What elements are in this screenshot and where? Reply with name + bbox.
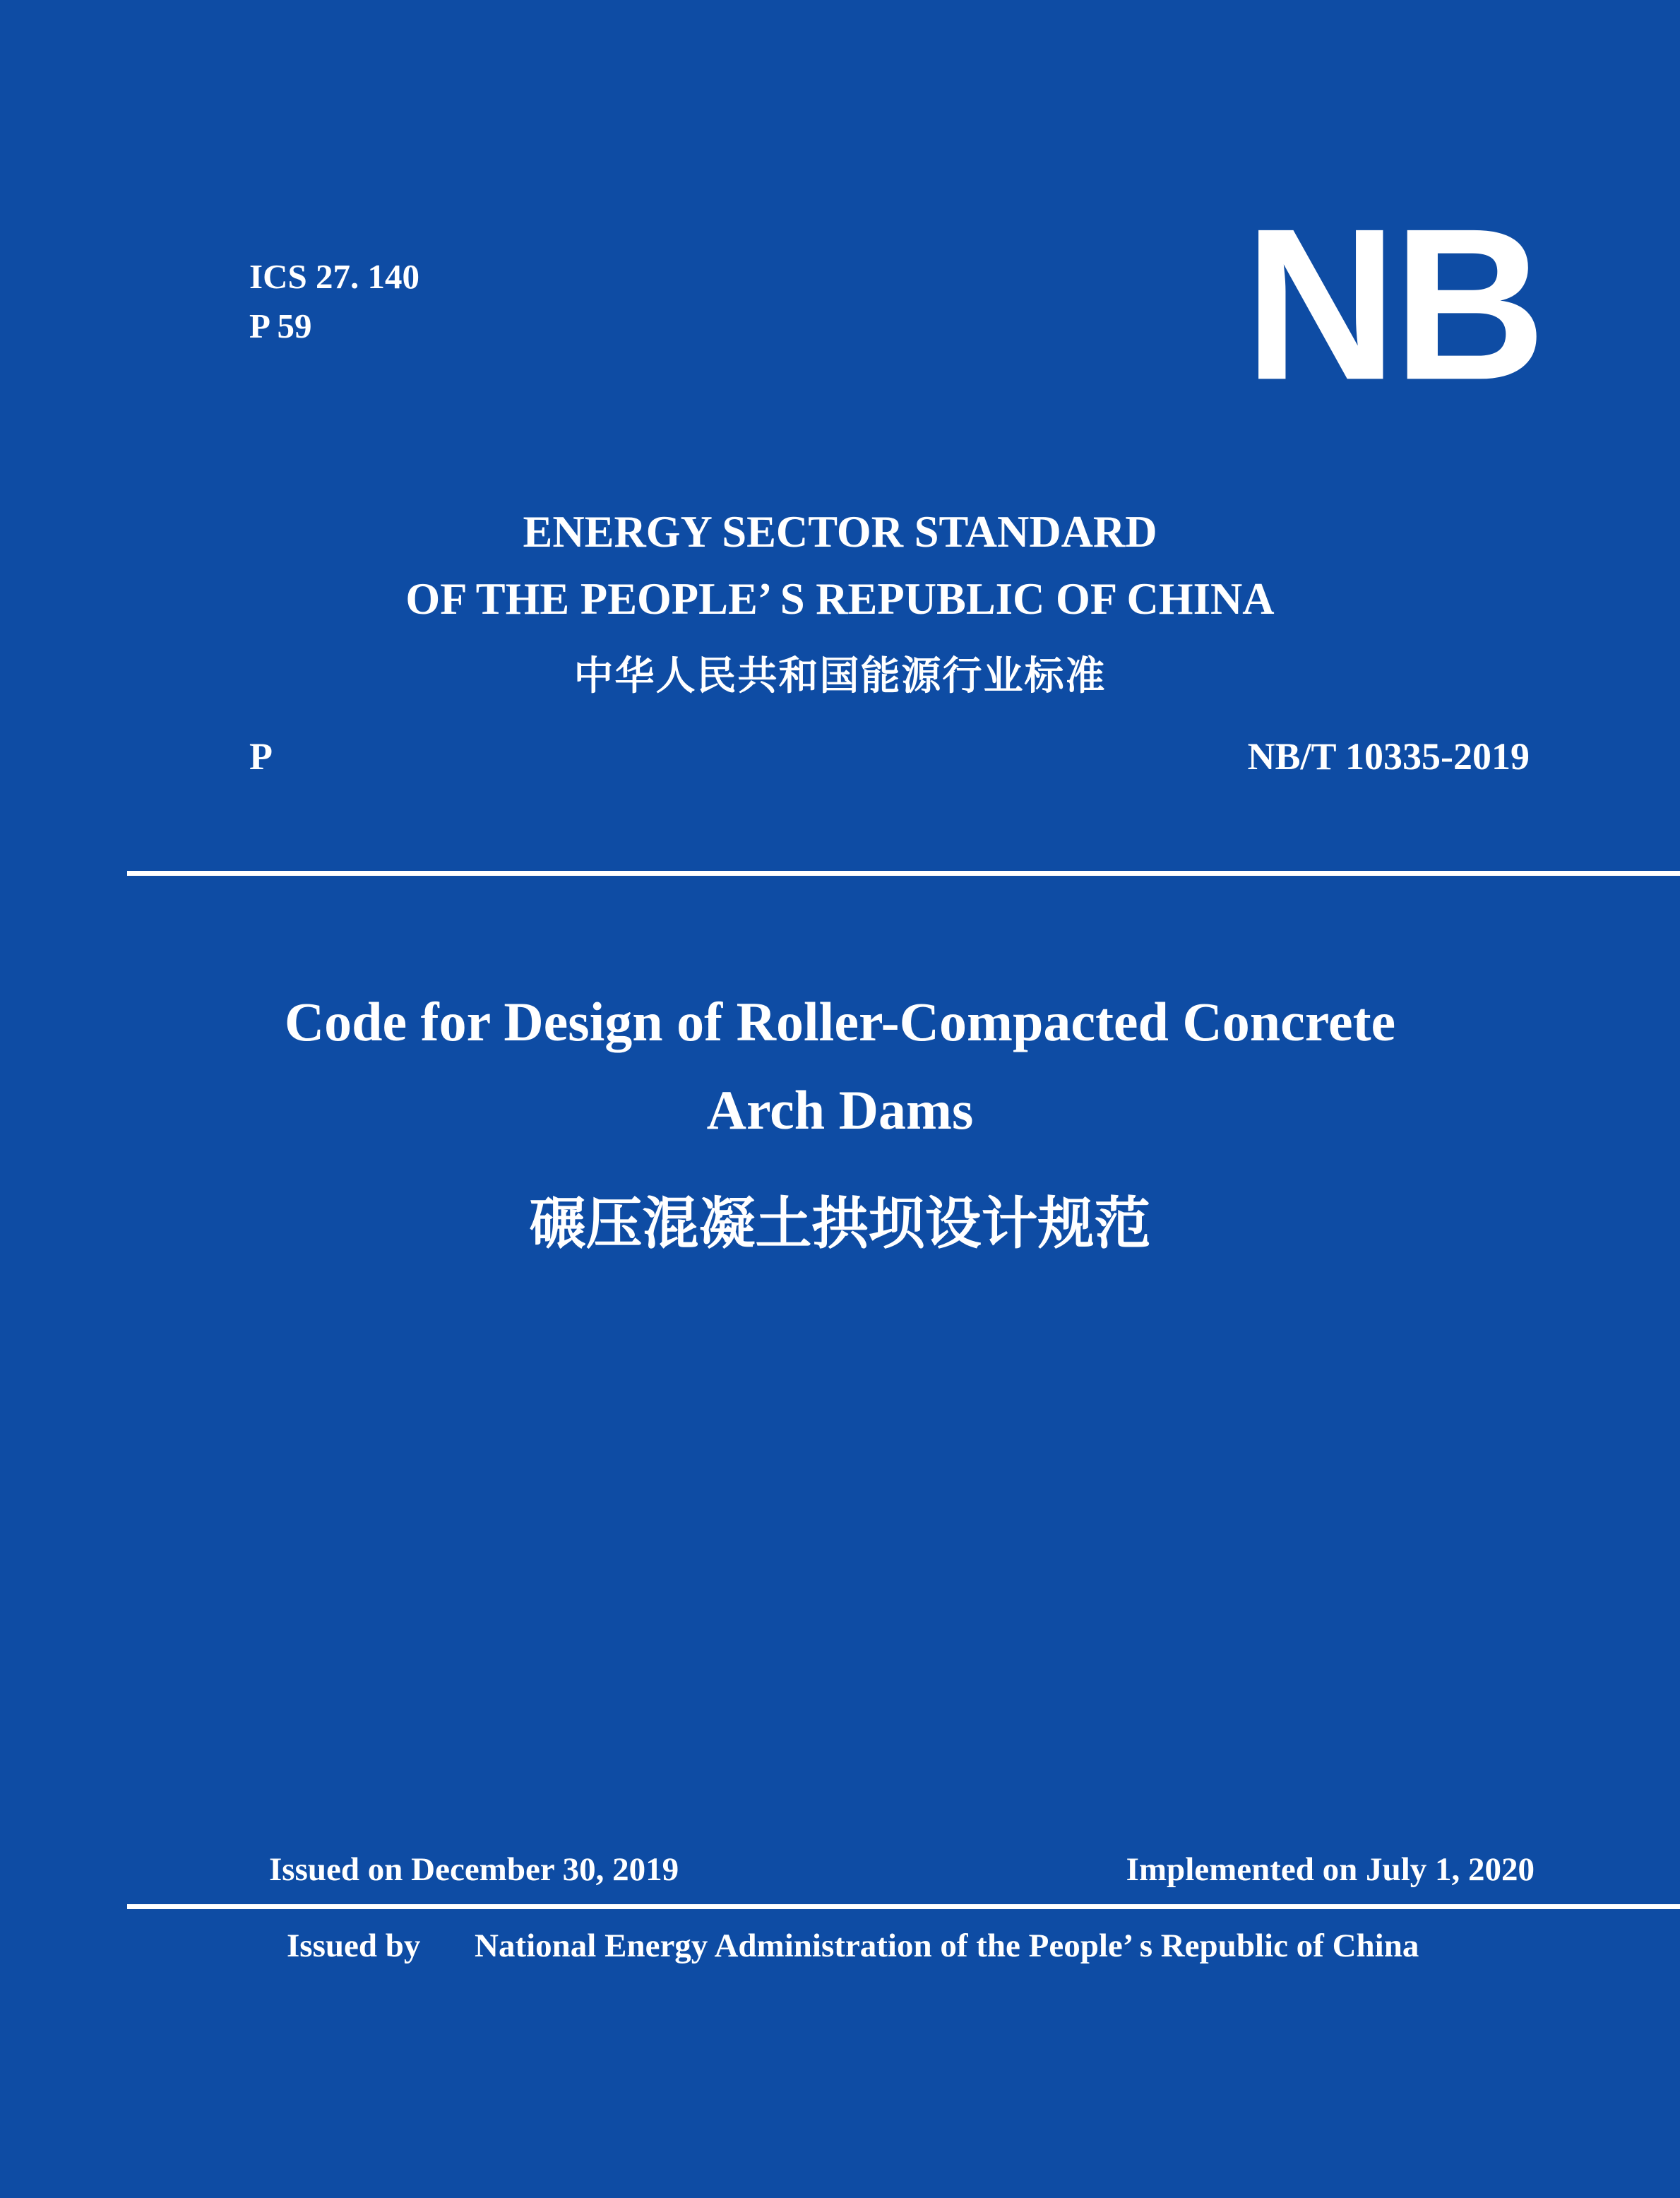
issued-by-label: Issued by [287, 1927, 421, 1964]
title-line-1: Code for Design of Roller-Compacted Concrete [284, 991, 1396, 1052]
heading-chinese: 中华人民共和国能源行业标准 [573, 653, 1107, 699]
ics-code: ICS 27. 140 [249, 257, 419, 296]
issuer-name: National Energy Administration of the People’ s Republic of China [475, 1927, 1419, 1964]
category-code: P [249, 735, 273, 778]
bottom-divider [127, 1904, 1680, 1909]
heading-line-1: ENERGY SECTOR STANDARD [523, 506, 1157, 557]
ccs-code: P 59 [249, 307, 312, 345]
nb-logo: NB [1244, 182, 1542, 425]
title-line-2: Arch Dams [706, 1079, 974, 1141]
implemented-date: Implemented on July 1, 2020 [1126, 1851, 1535, 1888]
top-divider [127, 871, 1680, 876]
heading-line-2: OF THE PEOPLE’ S REPUBLIC OF CHINA [405, 574, 1275, 624]
title-chinese: 碾压混凝土拱坝设计规范 [529, 1190, 1151, 1257]
standard-number: NB/T 10335-2019 [1247, 735, 1530, 778]
issued-date: Issued on December 30, 2019 [269, 1851, 679, 1888]
